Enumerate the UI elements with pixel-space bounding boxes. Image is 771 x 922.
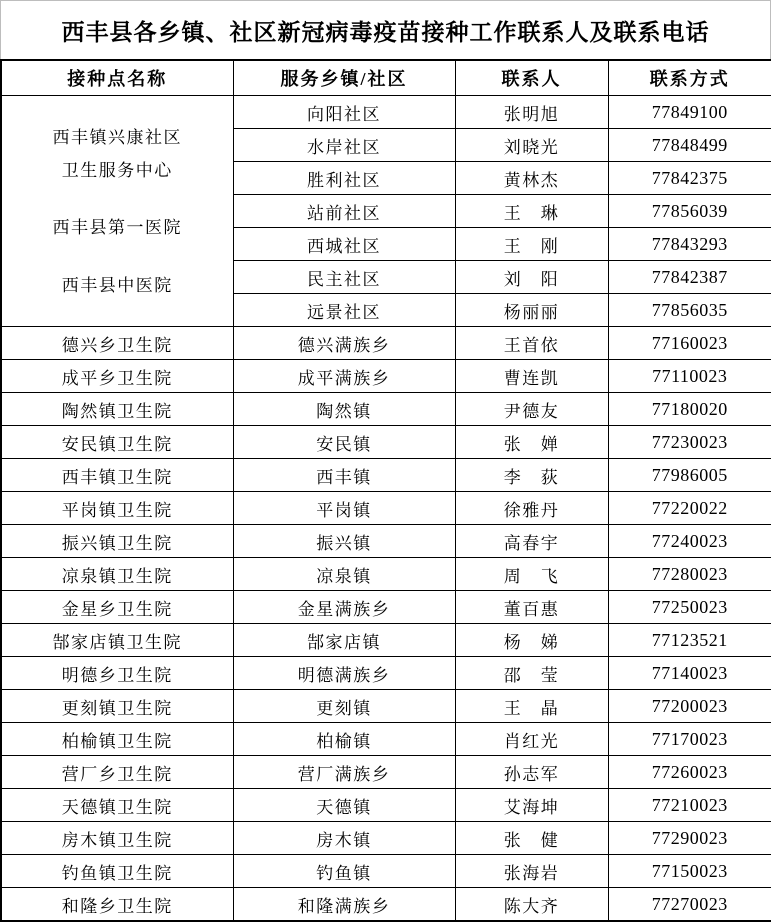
table-row [1, 789, 771, 822]
contact-cell: 肖红光 [455, 723, 608, 756]
site-cell: 金星乡卫生院 [1, 591, 233, 624]
site-cell: 郜家店镇卫生院 [1, 624, 233, 657]
phone-cell: 77848499 [608, 129, 771, 162]
site-cell: 房木镇卫生院 [1, 822, 233, 855]
contact-cell: 张明旭 [455, 96, 608, 129]
phone-cell: 77260023 [608, 756, 771, 789]
phone-cell: 77280023 [608, 558, 771, 591]
phone-cell: 77250023 [608, 591, 771, 624]
table-row [1, 756, 771, 789]
community-cell: 陶然镇 [233, 393, 455, 426]
site-cell: 振兴镇卫生院 [1, 525, 233, 558]
site-name-line: 西丰县第一医院 [52, 218, 182, 237]
phone-cell: 77856035 [608, 294, 771, 327]
col-header-service-area: 服务乡镇/社区 [233, 60, 455, 96]
contact-cell: 杨丽丽 [455, 294, 608, 327]
contact-cell: 徐雅丹 [455, 492, 608, 525]
contact-cell: 周 飞 [455, 558, 608, 591]
col-header-contact-phone: 联系方式 [608, 60, 771, 96]
community-cell: 民主社区 [233, 261, 455, 294]
community-cell: 向阳社区 [233, 96, 455, 129]
table-row [1, 723, 771, 756]
community-cell: 房木镇 [233, 822, 455, 855]
phone-cell: 77842375 [608, 162, 771, 195]
phone-cell: 77290023 [608, 822, 771, 855]
col-header-contact-person: 联系人 [455, 60, 608, 96]
contact-cell: 邵 莹 [455, 657, 608, 690]
site-cell: 凉泉镇卫生院 [1, 558, 233, 591]
community-cell: 安民镇 [233, 426, 455, 459]
site-name-stack [2, 96, 233, 326]
contact-cell: 张海岩 [455, 855, 608, 888]
community-cell: 站前社区 [233, 195, 455, 228]
table-row [1, 657, 771, 690]
table-row [1, 393, 771, 426]
site-cell: 西丰镇卫生院 [1, 459, 233, 492]
phone-cell: 77986005 [608, 459, 771, 492]
community-cell: 营厂满族乡 [233, 756, 455, 789]
community-cell: 水岸社区 [233, 129, 455, 162]
site-name-line: 西丰县中医院 [61, 275, 173, 295]
header-row [1, 60, 771, 96]
site-cell: 德兴乡卫生院 [1, 327, 233, 360]
contact-cell: 曹连凯 [455, 360, 608, 393]
site-cell: 柏榆镇卫生院 [1, 723, 233, 756]
contact-cell: 董百惠 [455, 591, 608, 624]
table-row [1, 624, 771, 657]
phone-cell: 77270023 [608, 888, 771, 922]
community-cell: 西城社区 [233, 228, 455, 261]
phone-cell: 77170023 [608, 723, 771, 756]
contact-cell: 王首依 [455, 327, 608, 360]
site-cell: 平岗镇卫生院 [1, 492, 233, 525]
contact-cell: 陈大齐 [455, 888, 608, 922]
community-cell: 远景社区 [233, 294, 455, 327]
community-cell: 和隆满族乡 [233, 888, 455, 922]
contact-cell: 李 荻 [455, 459, 608, 492]
phone-cell: 77140023 [608, 657, 771, 690]
table-row [1, 888, 771, 922]
community-cell: 凉泉镇 [233, 558, 455, 591]
community-cell: 更刻镇 [233, 690, 455, 723]
site-cell: 陶然镇卫生院 [1, 393, 233, 426]
phone-cell: 77842387 [608, 261, 771, 294]
contact-cell: 高春宇 [455, 525, 608, 558]
community-cell: 胜利社区 [233, 162, 455, 195]
phone-cell: 77160023 [608, 327, 771, 360]
phone-cell: 77210023 [608, 789, 771, 822]
table-row [1, 591, 771, 624]
phone-cell: 77150023 [608, 855, 771, 888]
phone-cell: 77240023 [608, 525, 771, 558]
table-row [1, 855, 771, 888]
contact-cell: 黄林杰 [455, 162, 608, 195]
site-cell: 更刻镇卫生院 [1, 690, 233, 723]
community-cell: 天德镇 [233, 789, 455, 822]
site-cell: 天德镇卫生院 [1, 789, 233, 822]
contact-cell: 张 健 [455, 822, 608, 855]
contact-cell: 王 晶 [455, 690, 608, 723]
phone-cell: 77220022 [608, 492, 771, 525]
page-title: 西丰县各乡镇、社区新冠病毒疫苗接种工作联系人及联系电话 [0, 0, 771, 59]
table-row [1, 327, 771, 360]
contact-cell: 杨 娣 [455, 624, 608, 657]
contact-cell: 艾海坤 [455, 789, 608, 822]
phone-cell: 77110023 [608, 360, 771, 393]
contact-cell: 尹德友 [455, 393, 608, 426]
phone-cell: 77200023 [608, 690, 771, 723]
table-row [1, 426, 771, 459]
contact-cell: 张 婵 [455, 426, 608, 459]
table-row [1, 96, 771, 129]
site-cell: 成平乡卫生院 [1, 360, 233, 393]
site-name-line: 西丰镇兴康社区 [52, 127, 182, 147]
phone-cell: 77123521 [608, 624, 771, 657]
community-cell: 德兴满族乡 [233, 327, 455, 360]
site-name-line: 卫生服务中心 [61, 160, 173, 180]
site-cell: 安民镇卫生院 [1, 426, 233, 459]
table-row [1, 558, 771, 591]
table-row [1, 360, 771, 393]
table-row [1, 822, 771, 855]
community-cell: 平岗镇 [233, 492, 455, 525]
site-group [2, 211, 233, 244]
contact-cell: 刘 阳 [455, 261, 608, 294]
phone-cell: 77180020 [608, 393, 771, 426]
table-row [1, 690, 771, 723]
community-cell: 振兴镇 [233, 525, 455, 558]
phone-cell: 77230023 [608, 426, 771, 459]
community-cell: 西丰镇 [233, 459, 455, 492]
community-cell: 金星满族乡 [233, 591, 455, 624]
phone-cell: 77849100 [608, 96, 771, 129]
contact-cell: 王 琳 [455, 195, 608, 228]
site-group [2, 121, 233, 187]
contact-cell: 刘晓光 [455, 129, 608, 162]
phone-cell: 77843293 [608, 228, 771, 261]
vaccination-contacts-table [0, 59, 771, 922]
community-cell: 钓鱼镇 [233, 855, 455, 888]
phone-cell: 77856039 [608, 195, 771, 228]
community-cell: 郜家店镇 [233, 624, 455, 657]
table-row [1, 525, 771, 558]
table-row [1, 492, 771, 525]
community-cell: 成平满族乡 [233, 360, 455, 393]
community-cell: 明德满族乡 [233, 657, 455, 690]
col-header-site-name: 接种点名称 [1, 60, 233, 96]
contact-cell: 孙志军 [455, 756, 608, 789]
site-cell: 和隆乡卫生院 [1, 888, 233, 922]
table-row [1, 459, 771, 492]
site-cell: 明德乡卫生院 [1, 657, 233, 690]
merged-site-cell [1, 96, 233, 327]
site-group [2, 269, 233, 302]
site-cell: 钓鱼镇卫生院 [1, 855, 233, 888]
site-cell: 营厂乡卫生院 [1, 756, 233, 789]
contact-cell: 王 刚 [455, 228, 608, 261]
community-cell: 柏榆镇 [233, 723, 455, 756]
